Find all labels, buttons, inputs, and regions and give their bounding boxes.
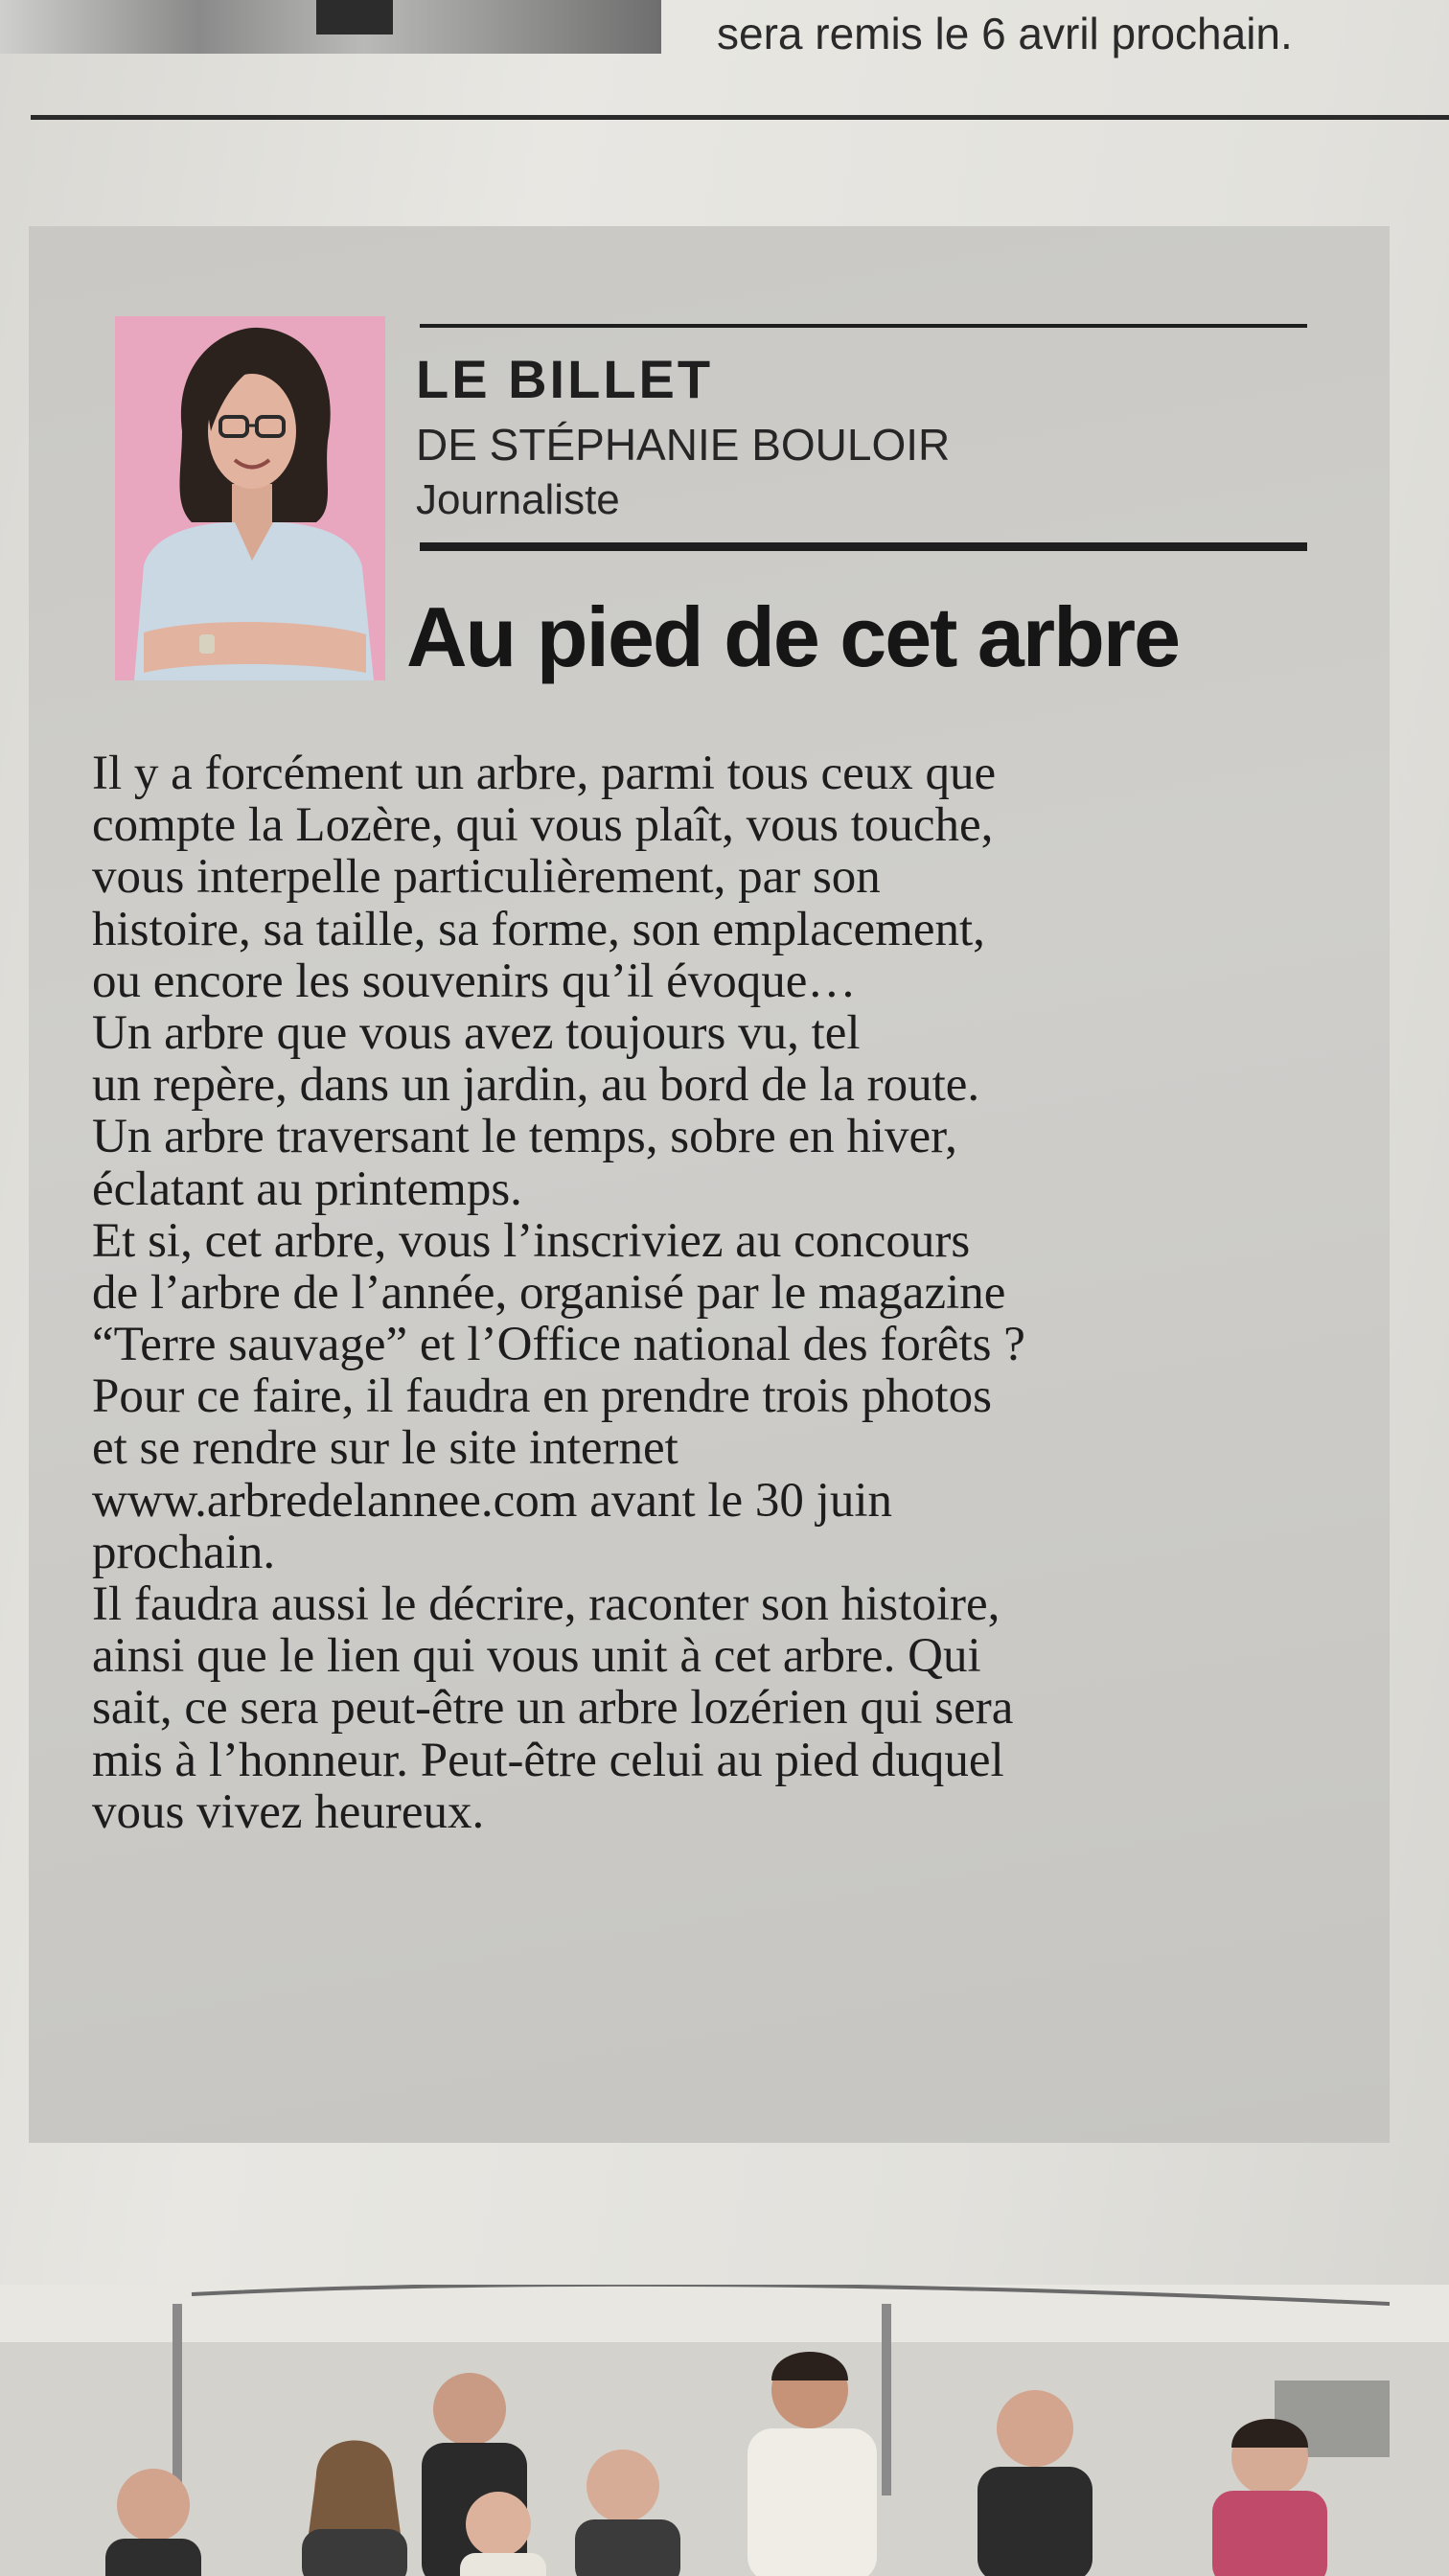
- body-line: et se rendre sur le site internet: [92, 1421, 678, 1476]
- body-line: histoire, sa taille, sa forme, son emplacement,: [92, 902, 985, 956]
- body-line: Un arbre traversant le temps, sobre en hiver,: [92, 1110, 957, 1164]
- section-divider: [31, 115, 1449, 120]
- previous-article-caption: sera remis le 6 avril prochain.: [717, 9, 1293, 58]
- group-photo: [0, 2285, 1449, 2576]
- body-line: www.arbredelannee.com avant le 30 juin: [92, 1473, 893, 1528]
- previous-article-photo: [0, 0, 661, 54]
- author-portrait: [115, 316, 385, 680]
- body-line: Pour ce faire, il faudra en prendre trois photos: [92, 1369, 992, 1424]
- body-line: vous vivez heureux.: [92, 1784, 485, 1839]
- body-line: Il faudra aussi le décrire, raconter son histoire,: [92, 1577, 1000, 1631]
- author-role: Journaliste: [416, 476, 620, 523]
- body-line: vous interpelle particulièrement, par son: [92, 850, 881, 905]
- section-kicker: LE BILLET: [416, 349, 714, 409]
- header-rule-top: [420, 324, 1307, 328]
- body-line: compte la Lozère, qui vous plaît, vous touche,: [92, 798, 994, 853]
- article-headline: Au pied de cet arbre: [406, 589, 1180, 684]
- body-line: “Terre sauvage” et l’Office national des forêts ?: [92, 1318, 1025, 1372]
- author-byline: DE STÉPHANIE BOULOIR: [416, 420, 951, 470]
- body-line: un repère, dans un jardin, au bord de la route.: [92, 1058, 980, 1113]
- body-line: éclatant au printemps.: [92, 1162, 522, 1216]
- body-line: sait, ce sera peut-être un arbre lozérien qui sera: [92, 1681, 1014, 1736]
- header-rule-bottom: [420, 542, 1307, 551]
- article-body: [92, 748, 1338, 1838]
- body-line: Et si, cet arbre, vous l’inscriviez au concours: [92, 1213, 971, 1268]
- body-line: Il y a forcément un arbre, parmi tous ceux que: [92, 747, 997, 800]
- body-line: ainsi que le lien qui vous unit à cet arbre. Qui: [92, 1629, 981, 1684]
- body-line: prochain.: [92, 1525, 276, 1579]
- body-line: mis à l’honneur. Peut-être celui au pied duquel: [92, 1733, 1004, 1787]
- body-line: de l’arbre de l’année, organisé par le magazine: [92, 1265, 1006, 1320]
- body-line: Un arbre que vous avez toujours vu, tel: [92, 1005, 861, 1060]
- body-line: ou encore les souvenirs qu’il évoque…: [92, 954, 857, 1008]
